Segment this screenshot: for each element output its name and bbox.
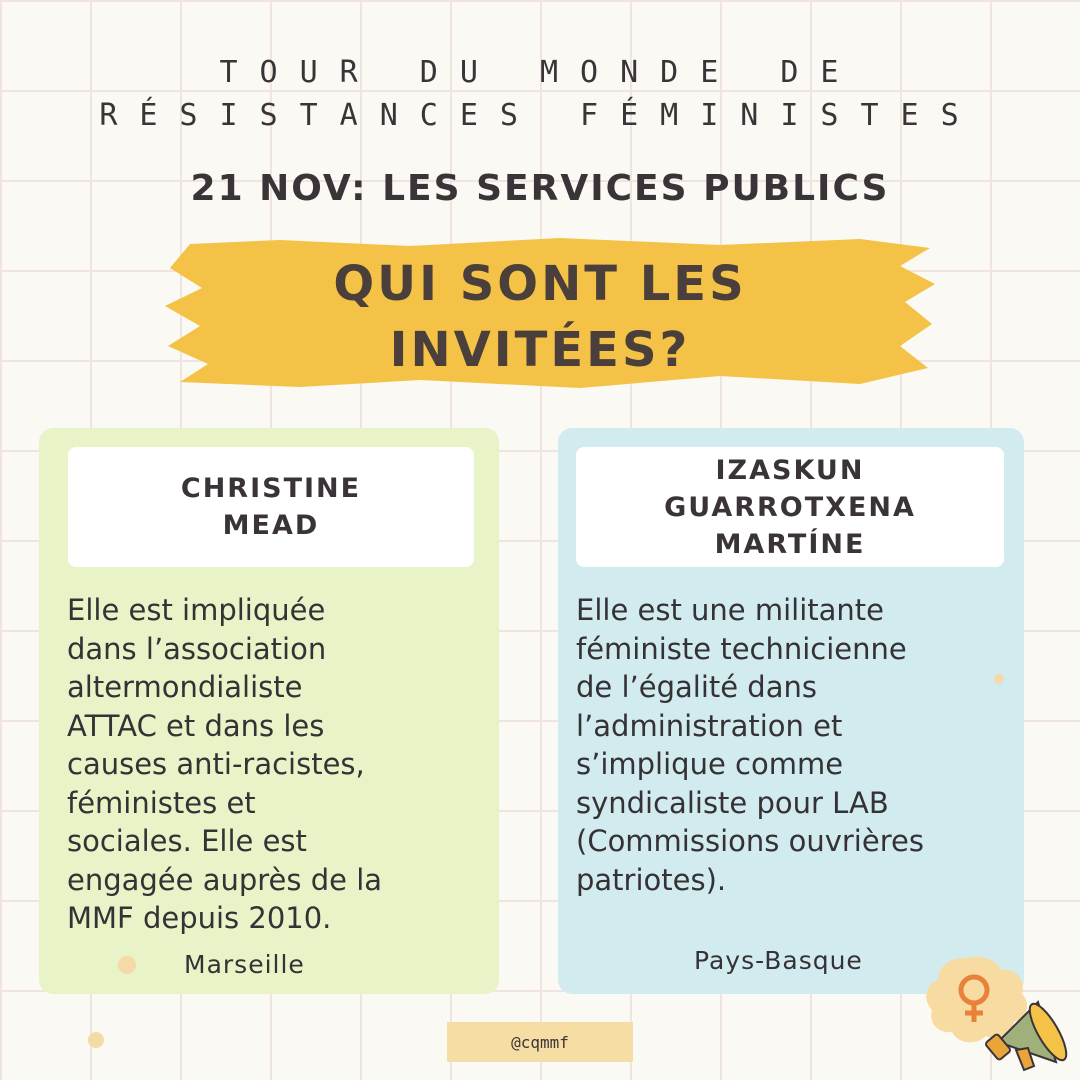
heading-line-2: INVITÉES? [389,322,691,378]
guest-description: Elle est impliquée dans l’association altermondialiste ATTAC et dans les causes anti-racistes, féministes et sociales. Elle est engagée auprès de la MMF depuis 2010. [67,593,383,935]
guest-card-izaskun [558,428,1024,994]
heading-line-1: QUI SONT LES [333,256,747,312]
guest-location: Marseille [184,950,305,979]
decorative-dot [88,1032,104,1048]
title-line-2: RÉSISTANCES FÉMINISTES [99,98,981,133]
event-date: 21 NOV: LES SERVICES PUBLICS [190,168,890,209]
title-line-1: TOUR DU MONDE DE [219,55,861,90]
guest-name: CHRISTINE MEAD [68,447,474,567]
guest-name: IZASKUN GUARROTXENA MARTÍNE [576,447,1004,567]
decorative-dot [994,674,1004,684]
social-handle: @cqmmf [447,1022,633,1062]
decorative-dot [118,956,136,974]
guest-description: Elle est une militante féministe technicienne de l’égalité dans l’administration et s’implique comme syndicaliste pour LAB (Commissions ouvrières patriotes). [576,593,924,897]
feminist-megaphone-decoration [920,950,1070,1075]
guest-location: Pays-Basque [694,946,863,975]
guest-card-christine [39,428,499,994]
